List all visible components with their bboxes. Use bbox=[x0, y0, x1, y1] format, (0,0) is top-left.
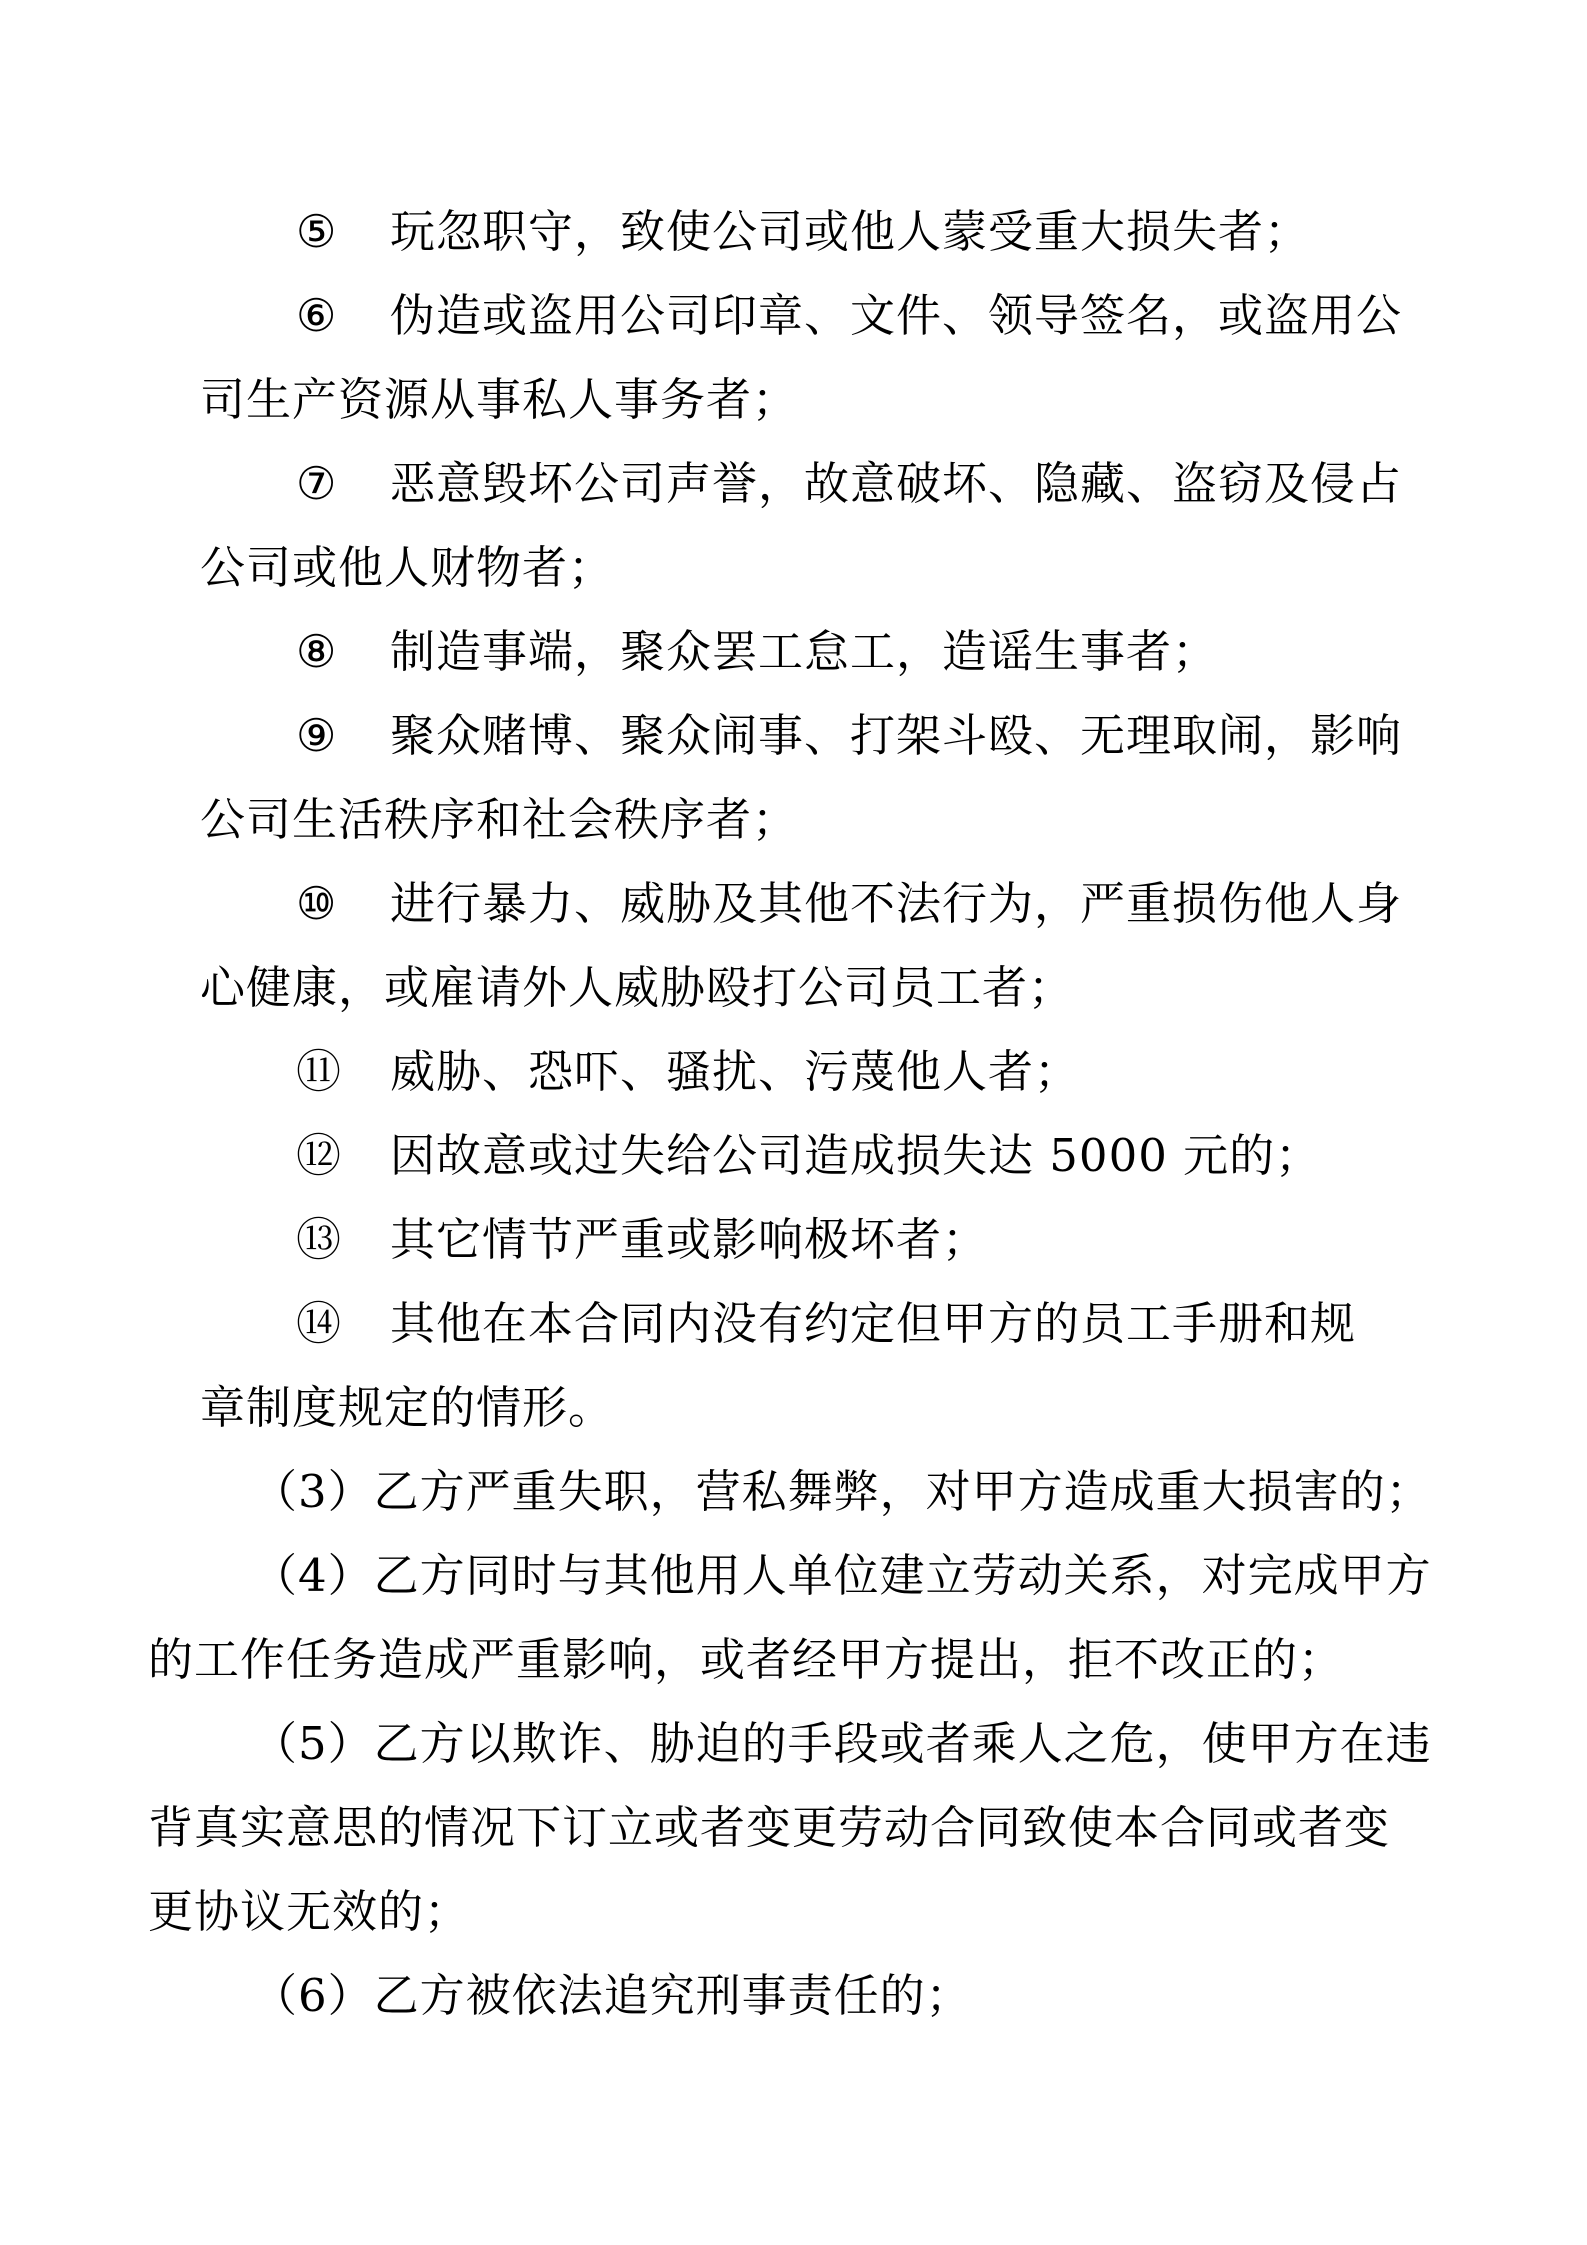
clause-paragraph: （4）乙方同时与其他用人单位建立劳动关系，对完成甲方 bbox=[252, 1549, 1432, 1602]
continuation-text: 章制度规定的情形。 bbox=[200, 1381, 615, 1434]
item-number: ⑧ bbox=[296, 625, 338, 678]
list-item bbox=[296, 286, 1402, 346]
list-item bbox=[296, 706, 1402, 766]
item-number: ⑩ bbox=[296, 877, 338, 930]
continuation-text: 背真实意思的情况下订立或者变更劳动合同致使本合同或者变 bbox=[148, 1801, 1391, 1854]
clause-paragraph: （5）乙方以欺诈、胁迫的手段或者乘人之危，使甲方在违 bbox=[252, 1717, 1432, 1770]
item-text: 玩忽职守，致使公司或他人蒙受重大损失者； bbox=[390, 205, 1311, 258]
item-number: ⑭ bbox=[296, 1297, 343, 1350]
list-item bbox=[296, 874, 1402, 934]
item-text: 因故意或过失给公司造成损失达 5000 元的； bbox=[390, 1129, 1322, 1182]
list-item bbox=[296, 622, 1218, 682]
item-number: ⑥ bbox=[296, 289, 338, 342]
item-text: 伪造或盗用公司印章、文件、领导签名，或盗用公 bbox=[390, 289, 1403, 342]
list-item bbox=[296, 1210, 988, 1270]
list-item bbox=[296, 454, 1402, 514]
continuation-text: 司生产资源从事私人事务者； bbox=[200, 373, 799, 426]
continuation-text: 公司或他人财物者； bbox=[200, 541, 615, 594]
item-text: 恶意毁坏公司声誉，故意破坏、隐藏、盗窃及侵占 bbox=[390, 457, 1403, 510]
item-number: ⑫ bbox=[296, 1129, 343, 1182]
continuation-text: 公司生活秩序和社会秩序者； bbox=[200, 793, 799, 846]
clause-paragraph: （3）乙方严重失职，营私舞弊，对甲方造成重大损害的； bbox=[252, 1465, 1432, 1518]
list-item bbox=[296, 202, 1310, 262]
continuation-text: 更协议无效的； bbox=[148, 1885, 471, 1938]
list-item bbox=[296, 1126, 1321, 1186]
item-text: 其他在本合同内没有约定但甲方的员工手册和规 bbox=[390, 1297, 1357, 1350]
item-number: ⑬ bbox=[296, 1213, 343, 1266]
item-text: 其它情节严重或影响极坏者； bbox=[390, 1213, 989, 1266]
item-text: 威胁、恐吓、骚扰、污蔑他人者； bbox=[390, 1045, 1081, 1098]
item-text: 聚众赌博、聚众闹事、打架斗殴、无理取闹，影响 bbox=[390, 709, 1403, 762]
item-text: 进行暴力、威胁及其他不法行为，严重损伤他人身 bbox=[390, 877, 1403, 930]
item-number: ⑨ bbox=[296, 709, 338, 762]
item-number: ⑪ bbox=[296, 1045, 343, 1098]
item-number: ⑦ bbox=[296, 457, 338, 510]
clause-paragraph: （6）乙方被依法追究刑事责任的； bbox=[252, 1969, 972, 2022]
item-number: ⑤ bbox=[296, 205, 338, 258]
item-text: 制造事端，聚众罢工怠工，造谣生事者； bbox=[390, 625, 1219, 678]
continuation-text: 心健康，或雇请外人威胁殴打公司员工者； bbox=[200, 961, 1075, 1014]
continuation-text: 的工作任务造成严重影响，或者经甲方提出，拒不改正的； bbox=[148, 1633, 1345, 1686]
list-item bbox=[296, 1294, 1356, 1354]
list-item bbox=[296, 1042, 1080, 1102]
